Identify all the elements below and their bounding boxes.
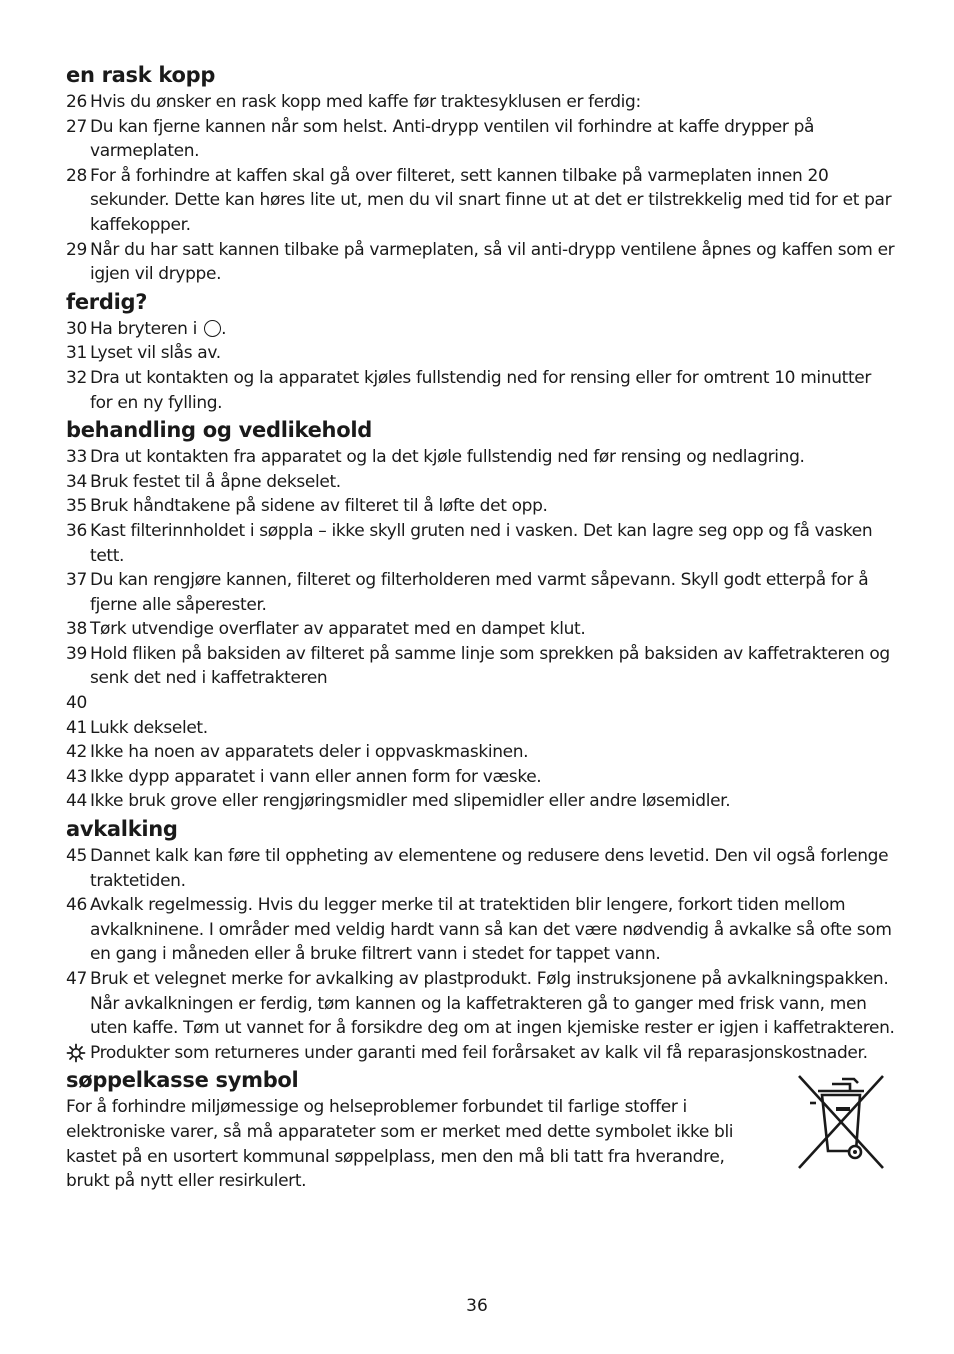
list-item	[66, 893, 896, 967]
item-number: 41	[66, 717, 87, 738]
off-circle-icon	[204, 320, 221, 337]
list-item	[66, 238, 896, 287]
list-item	[66, 164, 896, 238]
item-number: 43	[66, 766, 87, 787]
item-number: 47	[66, 969, 87, 989]
list-item	[66, 366, 896, 415]
item-number: 45	[66, 846, 87, 867]
list-item	[66, 967, 896, 1041]
item-number: 39	[66, 643, 87, 664]
list-item	[66, 642, 896, 691]
list-item	[66, 716, 896, 741]
item-text: Ikke bruk grove eller rengjøringsmidler med slipemidler eller andre løsemidler.	[90, 791, 731, 812]
item-text: Kast filterinnholdet i søppla – ikke skyll gruten ned i vasken. Det kan lagre seg opp og få vasken tett.	[90, 520, 873, 566]
page-number: 36	[466, 1296, 488, 1316]
list-item	[66, 341, 896, 366]
item-text: Tørk utvendige overflater av apparatet med en dampet klut.	[90, 619, 586, 640]
item-text: Hold fliken på baksiden av filteret på samme linje som sprekken på baksiden av kaffetrakteren og senk det ned i kaffetrakteren	[90, 643, 890, 689]
item-number: 31	[66, 343, 87, 364]
item-text: Bruk et velegnet merke for avkalking av plastprodukt. Følg instruksjonene på avkalkningspakken. Når avkalkningen er ferdig, tøm kannen og la kaffetrakteren gå to ganger med frisk vann, men uten kaffe. Tøm ut vannet for å forsikdre deg om at ingen kjemiske rester er igjen i kaffetrakteren.	[90, 969, 895, 1039]
list-item	[66, 617, 896, 642]
heading-descaling: avkalking	[66, 817, 178, 842]
section-waste	[66, 1065, 896, 1193]
list-item	[66, 317, 896, 342]
item-number: 44	[66, 791, 87, 812]
item-text: Lukk dekselet.	[90, 717, 208, 738]
item-number: 30	[66, 318, 87, 339]
item-number: 34	[66, 471, 87, 492]
item-text: For å forhindre at kaffen skal gå over filteret, sett kannen tilbake på varmeplaten innen 20 sekunder. Dette kan høres lite ut, men du vil snart finne ut at det er tilstrekkelig med tid for et par kaffekopper.	[90, 165, 892, 235]
heading-care: behandling og vedlikehold	[66, 418, 372, 443]
item-number: 38	[66, 619, 87, 640]
item-text: Avkalk regelmessig. Hvis du legger merke til at tratektiden blir lengere, forkort tiden mellom avkalkninene. I områder med veldig hardt vann så kan det være nødvendig å avkalke så ofte som en gang i måneden eller å bruke filtrert vann i stedet for tappet vann.	[90, 895, 892, 965]
list-item	[66, 789, 896, 814]
item-number: 46	[66, 895, 87, 916]
section-done	[66, 287, 896, 415]
section-quick-cup	[66, 60, 896, 287]
item-text: Hvis du ønsker en rask kopp med kaffe før traktesyklusen er ferdig:	[90, 92, 641, 112]
list-item	[66, 568, 896, 617]
item-text: Bruk festet til å åpne dekselet.	[90, 471, 341, 492]
list-item	[66, 445, 896, 470]
item-number: 40	[66, 693, 87, 714]
item-text: Dra ut kontakten fra apparatet og la det kjøle fullstendig ned før rensing og nedlagring.	[90, 447, 805, 468]
item-number: 35	[66, 496, 87, 517]
waste-text: For å forhindre miljømessige og helseproblemer forbundet til farlige stoffer i elektroniske varer, så må apparateter som er merket med dette symbolet ikke bli kastet på en usortert kommunal søppelplass, men den må bli tatt fra hverandre, brukt på nytt eller resirkulert.	[66, 1097, 734, 1192]
heading-quick-cup: en rask kopp	[66, 63, 216, 87]
page-content	[66, 60, 896, 1194]
item-text: Ikke ha noen av apparatets deler i oppvaskmaskinen.	[90, 742, 529, 763]
item-text: Når du har satt kannen tilbake på varmeplaten, så vil anti-drypp ventilene åpnes og kaffen som er igjen vil dryppe.	[90, 239, 895, 285]
list-item	[66, 115, 896, 164]
item-text: Du kan fjerne kannen når som helst. Anti-drypp ventilen vil forhindre at kaffe drypper på varmeplaten.	[90, 116, 815, 162]
item-text: Bruk håndtakene på sidene av filteret til å løfte det opp.	[90, 496, 548, 517]
item-text: Ha bryteren i	[90, 318, 203, 339]
list-item	[66, 519, 896, 568]
list-item	[66, 765, 896, 790]
warranty-note	[66, 1041, 896, 1066]
item-number: 37	[66, 570, 87, 591]
section-descaling	[66, 814, 896, 1065]
item-text: Ikke dypp apparatet i vann eller annen form for væske.	[90, 766, 542, 787]
crossed-out-bin-icon	[796, 1073, 886, 1171]
heading-waste: søppelkasse symbol	[66, 1068, 299, 1093]
section-care	[66, 415, 896, 814]
item-number: 28	[66, 165, 87, 186]
item-number: 42	[66, 742, 87, 763]
item-number: 33	[66, 447, 87, 468]
item-text-end: .	[221, 318, 227, 339]
list-item	[66, 844, 896, 893]
item-number: 36	[66, 520, 87, 541]
list-item	[66, 740, 896, 765]
heading-done: ferdig?	[66, 289, 148, 314]
item-text: Du kan rengjøre kannen, filteret og filterholderen med varmt såpevann. Skyll godt etterpå for å fjerne alle såperester.	[90, 570, 869, 615]
item-number: 32	[66, 367, 87, 388]
list-item	[66, 470, 896, 495]
item-text: Lyset vil slås av.	[90, 343, 221, 364]
list-item	[66, 90, 896, 115]
item-number: 27	[66, 116, 87, 137]
warranty-note-text: Produkter som returneres under garanti med feil forårsaket av kalk vil få reparasjonskostnader.	[90, 1042, 868, 1063]
item-text: Dannet kalk kan føre til oppheting av elementene og redusere dens levetid. Den vil også forlenge traktetiden.	[90, 846, 889, 891]
item-text: Dra ut kontakten og la apparatet kjøles fullstendig ned for rensing eller for omtrent 10 minutter for en ny fylling.	[90, 367, 872, 413]
warning-star-icon	[66, 1043, 86, 1063]
item-number: 26	[66, 92, 87, 112]
item-number: 29	[66, 239, 87, 260]
list-item	[66, 691, 896, 716]
list-item	[66, 494, 896, 519]
